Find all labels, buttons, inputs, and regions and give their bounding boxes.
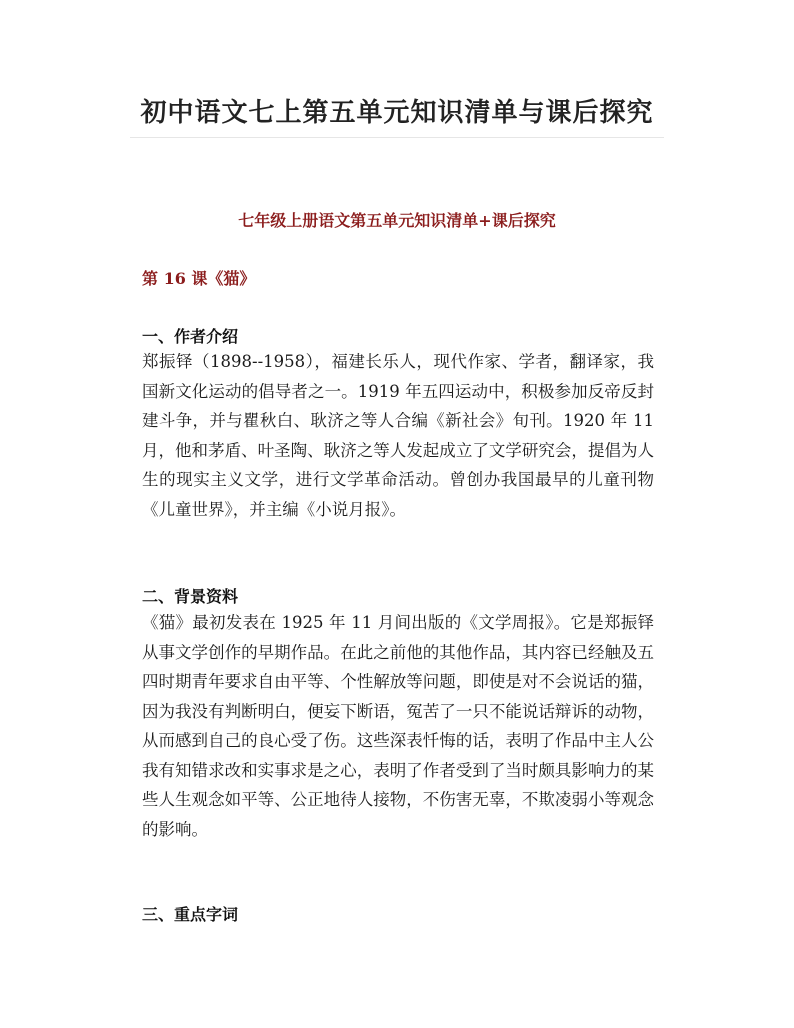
lesson-heading: 第 16 课《猫》 [142,269,256,288]
section-heading-background: 二、背景资料 [142,587,239,606]
document-subtitle: 七年级上册语文第五单元知识清单+课后探究 [238,211,556,230]
title-divider [130,137,664,138]
page-title: 初中语文七上第五单元知识清单与课后探究 [140,98,654,128]
section-heading-author: 一、作者介绍 [142,327,239,346]
section-body-background: 《猫》最初发表在 1925 年 11 月间出版的《文学周报》。它是郑振铎从事文学创作的早期作品。在此之前他的其他作品，其内容已经触及五四时期青年要求自由平等、个性解放等问题，即使是对不会说话的猫，因为我没有判断明白，便妄下断语，冤苦了一只不能说话辩诉的动物，从而感到自己的良心受了伤。这些深表忏悔的话，表明了作品中主人公我有知错求改和实事求是之心，表明了作者受到了当时颇具影响力的某些人生观念如平等、公正地待人接物，不伤害无辜，不欺凌弱小等观念的影响。 [142,613,654,839]
section-body-author: 郑振铎（1898--1958），福建长乐人，现代作家、学者，翻译家，我国新文化运动的倡导者之一。1919 年五四运动中，积极参加反帝反封建斗争，并与瞿秋白、耿济之等人合编《新社会》旬刊。1920 年 11 月，他和茅盾、叶圣陶、耿济之等人发起成立了文学研究会，提倡为人生的现实主义文学，进行文学革命活动。曾创办我国最早的儿童刊物《儿童世界》，并主编《小说月报》。 [142,352,654,519]
section-heading-vocabulary: 三、重点字词 [142,905,239,924]
